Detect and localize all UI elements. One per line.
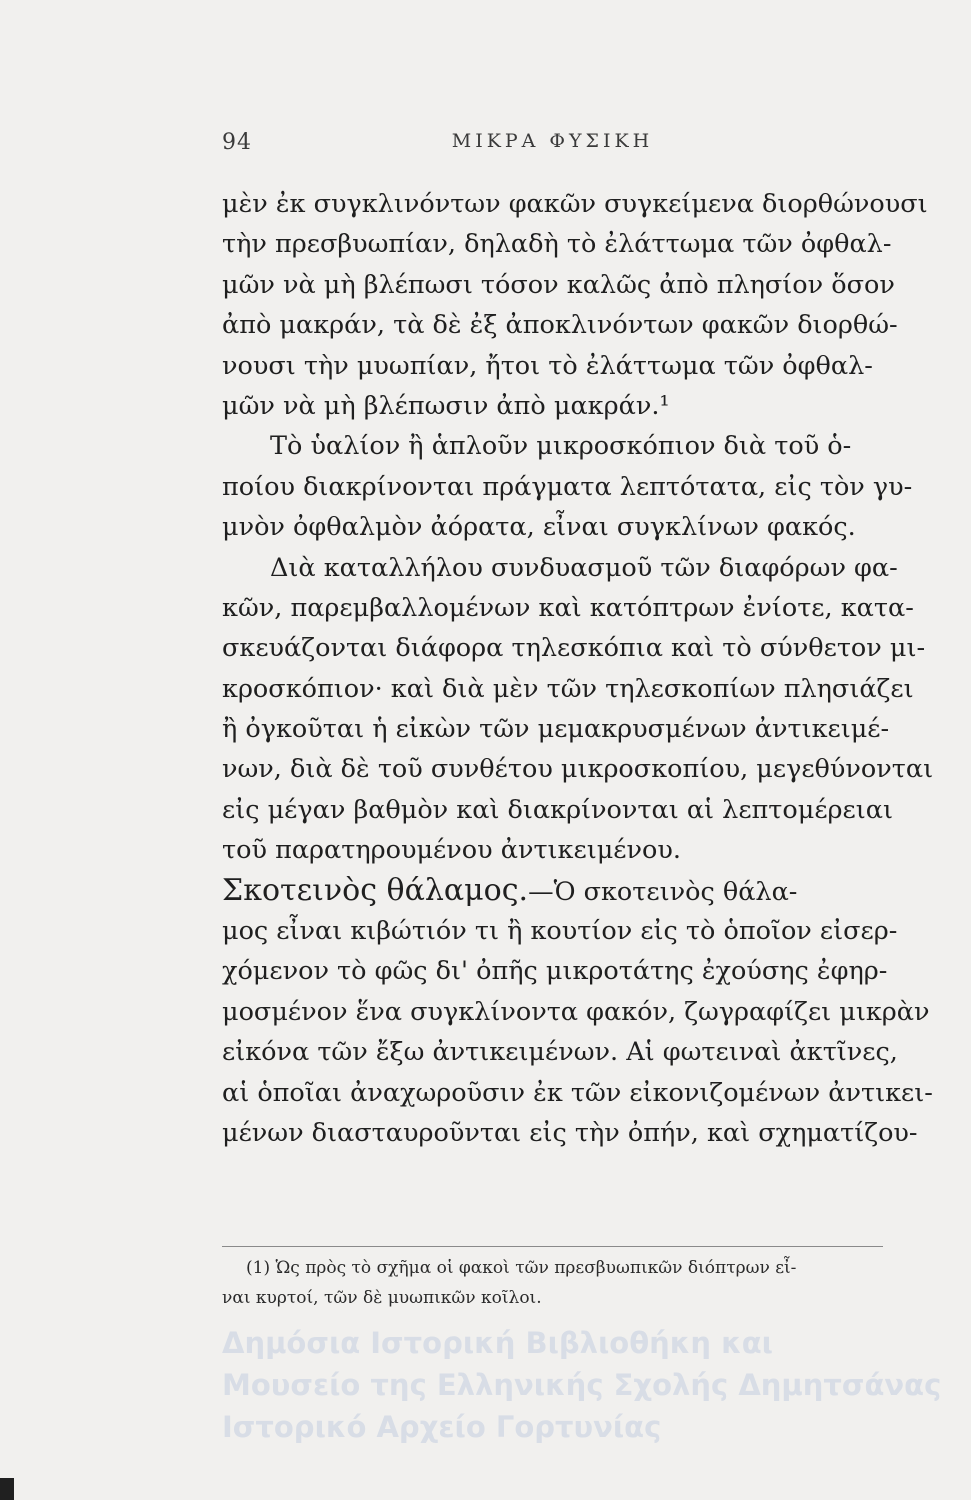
watermark-line: Ιστορικό Αρχείο Γορτυνίας bbox=[222, 1410, 662, 1444]
text-line: χόμενον τὸ φῶς δι' ὀπῆς μικροτάτης ἐχούσης ἐφηρ- bbox=[222, 956, 888, 987]
library-watermark bbox=[222, 1322, 942, 1448]
text-line: κῶν, παρεμβαλλομένων καὶ κατόπτρων ἐνίοτε, κατα- bbox=[222, 592, 914, 623]
text-line: αἱ ὁποῖαι ἀναχωροῦσιν ἐκ τῶν εἰκονιζομένων ἀντικει- bbox=[222, 1077, 933, 1108]
text-line: σκευάζονται διάφορα τηλεσκόπια καὶ τὸ σύνθετον μι- bbox=[222, 633, 926, 664]
text-line: εἰκόνα τῶν ἔξω ἀντικειμένων. Αἱ φωτειναὶ ἀκτῖνες, bbox=[222, 1037, 898, 1068]
text-line: μος εἶναι κιβώτιόν τι ἢ κουτίον εἰς τὸ ὁποῖον εἰσερ- bbox=[222, 916, 898, 947]
section-heading-line bbox=[222, 871, 883, 911]
text-line: τοῦ παρατηρουμένου ἀντικειμένου. bbox=[222, 835, 681, 866]
section-heading: Σκοτεινὸς θάλαμος. bbox=[222, 872, 529, 908]
text-line: μνὸν ὀφθαλμὸν ἀόρατα, εἶναι συγκλίνων φακός. bbox=[222, 512, 856, 543]
scan-edge-mark bbox=[0, 1478, 14, 1500]
watermark-line: Μουσείο της Ελληνικής Σχολής Δημητσάνας bbox=[222, 1368, 942, 1402]
section-heading-continuation: —Ὁ σκοτεινὸς θάλα- bbox=[528, 876, 798, 907]
text-line: μοσμένον ἕνα συγκλίνοντα φακόν, ζωγραφίζει μικρὰν bbox=[222, 996, 930, 1027]
text-line: μῶν νὰ μὴ βλέπωσι τόσον καλῶς ἀπὸ πλησίον ὅσον bbox=[222, 269, 895, 300]
text-line: ποίου διακρίνονται πράγματα λεπτότατα, εἰς τὸν γυ- bbox=[222, 471, 913, 502]
text-line: εἰς μέγαν βαθμὸν καὶ διακρίνονται αἱ λεπτομέρειαι bbox=[222, 794, 893, 825]
text-line: νουσι τὴν μυωπίαν, ἤτοι τὸ ἐλάττωμα τῶν ὀφθαλ- bbox=[222, 350, 873, 381]
running-title: ΜΙΚΡΑ ΦΥΣΙΚΗ bbox=[451, 130, 654, 152]
text-line: Τὸ ὑαλίον ἢ ἁπλοῦν μικροσκόπιον διὰ τοῦ ὁ- bbox=[270, 431, 852, 462]
footnote-line: (1) Ὡς πρὸς τὸ σχῆμα οἱ φακοὶ τῶν πρεσβυωπικῶν διόπτρων εἶ- bbox=[246, 1258, 797, 1278]
footnote-line: ναι κυρτοί, τῶν δὲ μυωπικῶν κοῖλοι. bbox=[222, 1288, 542, 1308]
text-line: νων, διὰ δὲ τοῦ συνθέτου μικροσκοπίου, μεγεθύνονται bbox=[222, 754, 934, 785]
text-line: ἀπὸ μακράν, τὰ δὲ ἐξ ἀποκλινόντων φακῶν διορθώ- bbox=[222, 310, 898, 341]
page-number: 94 bbox=[222, 130, 252, 155]
watermark-line: Δημόσια Ιστορική Βιβλιοθήκη και bbox=[222, 1326, 773, 1360]
footnote bbox=[222, 1246, 883, 1313]
text-line: μῶν νὰ μὴ βλέπωσιν ἀπὸ μακράν.¹ bbox=[222, 390, 670, 421]
body-text bbox=[222, 184, 934, 1153]
text-line: μένων διασταυροῦνται εἰς τὴν ὀπήν, καὶ σχηματίζου- bbox=[222, 1117, 918, 1148]
text-line: τὴν πρεσβυωπίαν, δηλαδὴ τὸ ἐλάττωμα τῶν ὀφθαλ- bbox=[222, 229, 892, 260]
text-line: ἢ ὀγκοῦται ἡ εἰκὼν τῶν μεμακρυσμένων ἀντικειμέ- bbox=[222, 714, 890, 745]
text-line: μὲν ἐκ συγκλινόντων φακῶν συγκείμενα διορθώνουσι bbox=[222, 189, 928, 219]
page-header bbox=[222, 130, 883, 160]
text-line: κροσκόπιον· καὶ διὰ μὲν τῶν τηλεσκοπίων πλησιάζει bbox=[222, 673, 914, 704]
text-line: Διὰ καταλλήλου συνδυασμοῦ τῶν διαφόρων φα- bbox=[270, 552, 898, 583]
